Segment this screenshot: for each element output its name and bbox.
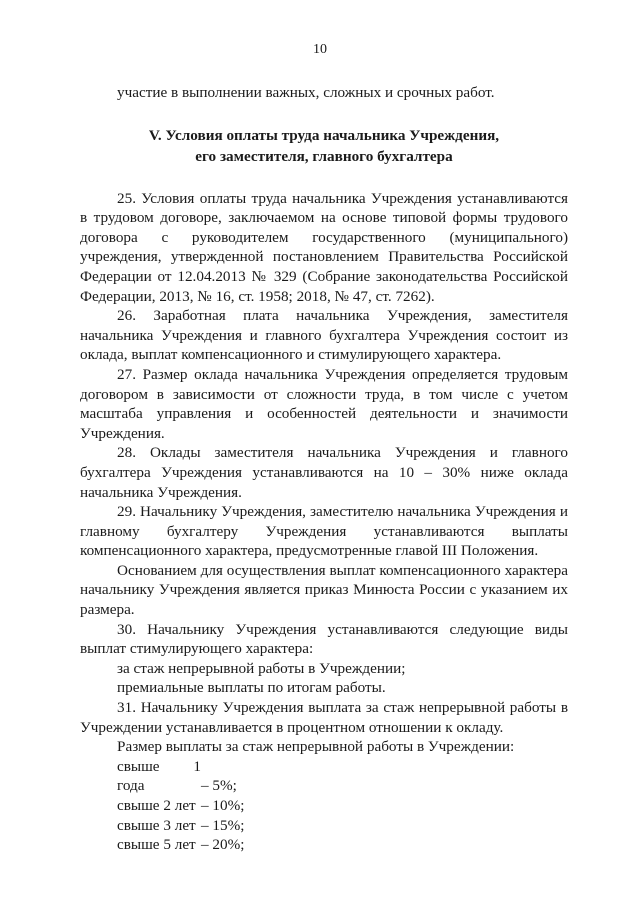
rate-row xyxy=(80,835,568,855)
document-body xyxy=(80,83,568,855)
list-item: за стаж непрерывной работы в Учреждении; xyxy=(117,659,406,677)
rate-period: свыше 1 года xyxy=(117,757,201,795)
paragraph-25: 25. Условия оплаты труда начальника Учреждения устанавливаются в трудовом договоре, заключаемом на основе типовой формы трудового договора с руководителем государственного (муниципального) учреждения, утвержденной постановлением Правительства Российской Федерации от 12.04.2013 № 329 (Собрание законодательства Российской Федерации, 2013, № 16, ст. 1958; 2018, № 47, ст. 7262). xyxy=(80,189,568,305)
rate-period: свыше 5 лет xyxy=(117,836,196,854)
rate-row xyxy=(80,757,568,796)
rate-value: – 5%; xyxy=(201,777,237,795)
rate-value: – 10%; xyxy=(201,797,245,814)
rate-value: – 15%; xyxy=(201,816,245,834)
paragraph-basis: Основанием для осуществления выплат компенсационного характера начальнику Учреждения является приказ Минюста России с указанием их размера. xyxy=(80,561,568,619)
rate-period: свыше 2 лет xyxy=(117,797,196,814)
paragraph-27: 27. Размер оклада начальника Учреждения определяется трудовым договором в зависимости от сложности труда, в том числе с учетом масштаба управления и особенностей деятельности и значимости Учреждения. xyxy=(80,365,568,442)
section-title-line1: V. Условия оплаты труда начальника Учреждения, xyxy=(148,126,500,144)
rate-row xyxy=(80,796,568,816)
rate-period: свыше 3 лет xyxy=(117,816,196,834)
rate-value: – 20%; xyxy=(201,836,245,854)
section-title-line2: его заместителя, главного бухгалтера xyxy=(195,147,453,165)
rates-intro: Размер выплаты за стаж непрерывной работы в Учреждении: xyxy=(117,738,515,756)
lead-text: участие в выполнении важных, сложных и срочных работ. xyxy=(117,84,495,101)
paragraph-30: 30. Начальнику Учреждения устанавливаются следующие виды выплат стимулирующего характера: xyxy=(80,620,568,658)
rate-row xyxy=(80,816,568,836)
paragraph-29: 29. Начальнику Учреждения, заместителю начальника Учреждения и главному бухгалтеру Учреждения устанавливаются выплаты компенсационного характера, предусмотренные главой III Положения. xyxy=(80,503,568,560)
page-number: 10 xyxy=(313,42,327,57)
paragraph-28: 28. Оклады заместителя начальника Учреждения и главного бухгалтера Учреждения устанавливаются на 10 – 30% ниже оклада начальника Учреждения. xyxy=(80,444,568,501)
paragraph-26: 26. Заработная плата начальника Учреждения, заместителя начальника Учреждения и главного бухгалтера Учреждения состоит из оклада, выплат компенсационного и стимулирующего характера. xyxy=(80,307,568,364)
paragraph-31: 31. Начальнику Учреждения выплата за стаж непрерывной работы в Учреждении устанавливается в процентном отношении к окладу. xyxy=(80,699,568,736)
section-title xyxy=(80,125,568,167)
list-item: премиальные выплаты по итогам работы. xyxy=(117,679,386,697)
